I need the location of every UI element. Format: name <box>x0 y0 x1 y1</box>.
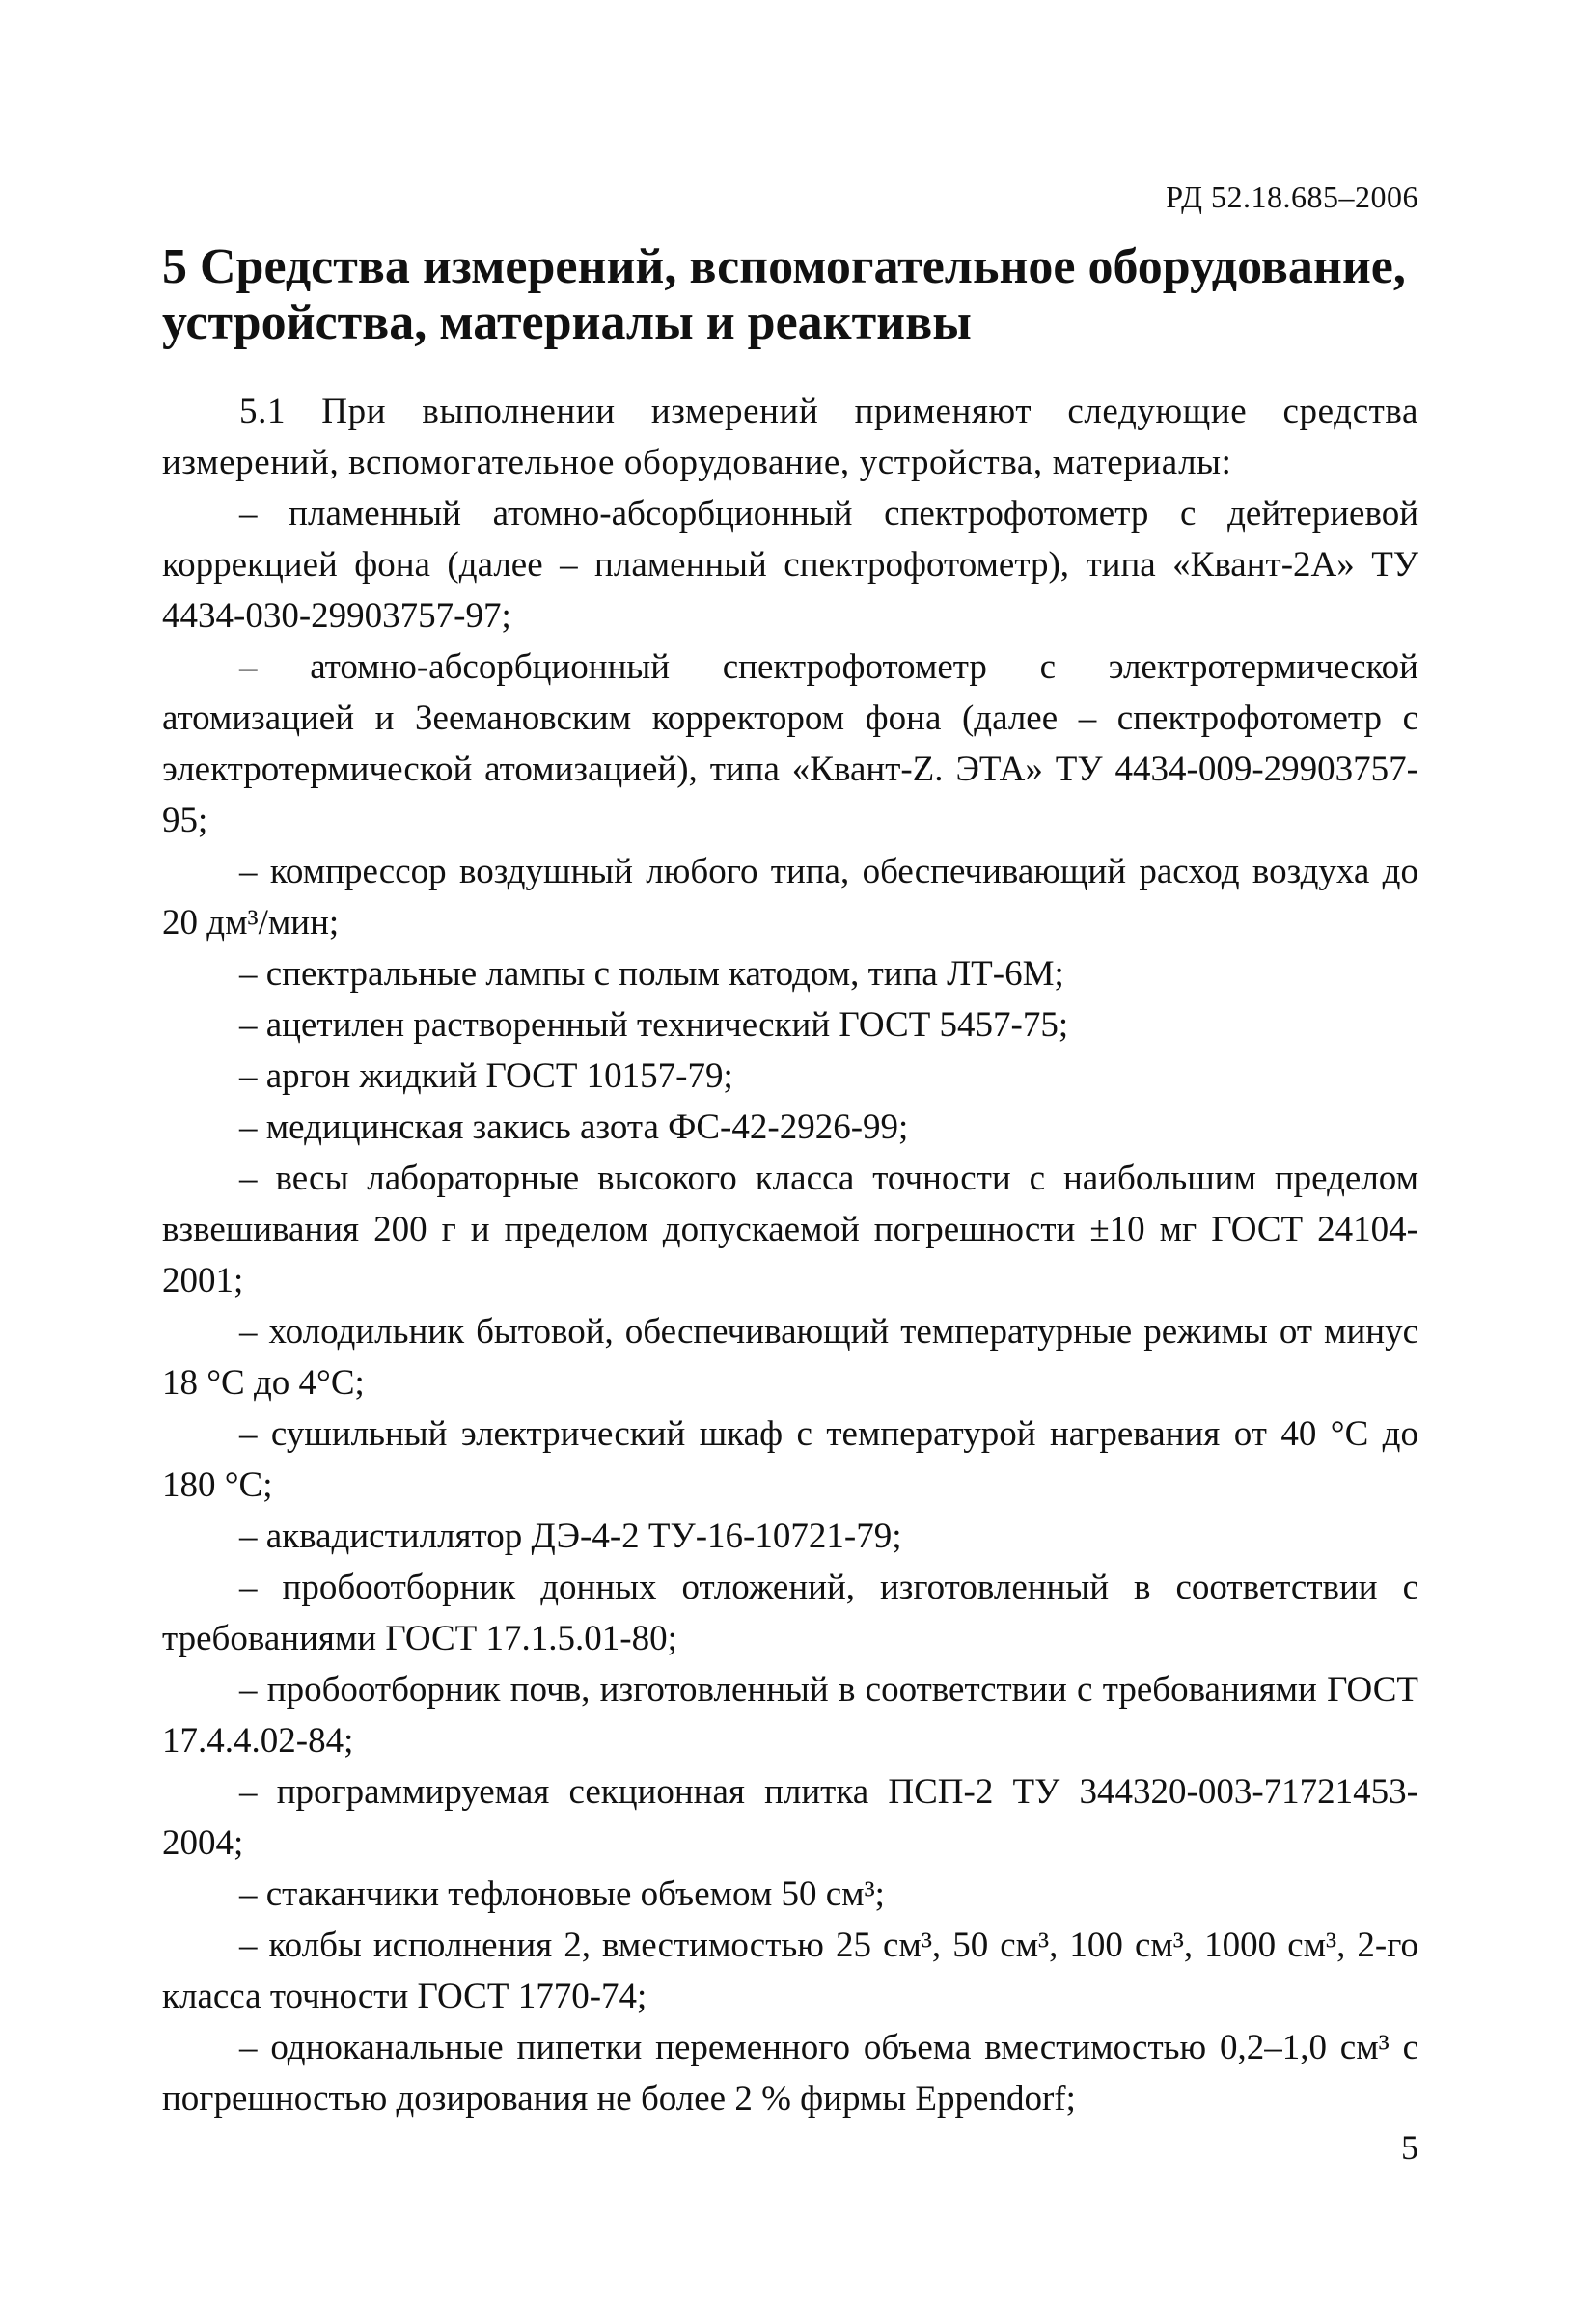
list-item: – холодильник бытовой, обеспечивающий температурные режимы от минус 18 °С до 4°С; <box>162 1312 1418 1403</box>
list-item: – программируемая секционная плитка ПСП-2 ТУ 344320-003-71721453-2004; <box>162 1772 1418 1863</box>
page-number: 5 <box>1401 2128 1418 2167</box>
list-item: – пламенный атомно-абсорбционный спектрофотометр с дейтериевой коррекцией фона (далее – пламенный спектрофотометр), типа «Квант-2А» ТУ 4434-030-29903757-97; <box>162 494 1418 636</box>
section-body <box>162 386 1418 2124</box>
list-item: – аквадистиллятор ДЭ-4-2 ТУ-16-10721-79; <box>239 1517 902 1556</box>
list-item: – весы лабораторные высокого класса точности с наибольшим пределом взвешивания 200 г и пределом допускаемой погрешности ±10 мг ГОСТ 24104-2001; <box>162 1159 1418 1300</box>
list-item: – пробоотборник почв, изготовленный в соответствии с требованиями ГОСТ 17.4.4.02-84; <box>162 1670 1418 1761</box>
list-item: – сушильный электрический шкаф с температурой нагревания от 40 °С до 180 °С; <box>162 1414 1418 1505</box>
list-item: – аргон жидкий ГОСТ 10157-79; <box>239 1056 733 1096</box>
list-item: – спектральные лампы с полым катодом, типа ЛТ-6М; <box>239 954 1064 994</box>
list-item: – стаканчики тефлоновые объемом 50 см³; <box>239 1874 885 1914</box>
document-id: РД 52.18.685–2006 <box>1166 179 1418 214</box>
section-title: 5 Средства измерений, вспомогательное оборудование, устройства, материалы и реактивы <box>162 239 1406 350</box>
list-item: – медицинская закись азота ФС-42-2926-99; <box>239 1107 909 1147</box>
list-item: – атомно-абсорбционный спектрофотометр с электротермической атомизацией и Зеемановским корректором фона (далее – спектрофотометр с электротермической атомизацией), типа «Квант-Z. ЭТА» ТУ 4434-009-29903757-95; <box>162 647 1418 840</box>
list-item: – пробоотборник донных отложений, изготовленный в соответствии с требованиями ГОСТ 17.1.5.01-80; <box>162 1568 1418 1658</box>
list-item: – колбы исполнения 2, вместимостью 25 см³, 50 см³, 100 см³, 1000 см³, 2-го класса точности ГОСТ 1770-74; <box>162 1926 1418 2016</box>
list-item: – одноканальные пипетки переменного объема вместимостью 0,2–1,0 см³ с погрешностью дозирования не более 2 % фирмы Eppendorf; <box>162 2028 1418 2119</box>
list-item: – ацетилен растворенный технический ГОСТ 5457-75; <box>239 1005 1069 1045</box>
intro-paragraph: 5.1 При выполнении измерений применяют следующие средства измерений, вспомогательное оборудование, устройства, материалы: <box>162 392 1418 482</box>
list-item: – компрессор воздушный любого типа, обеспечивающий расход воздуха до 20 дм³/мин; <box>162 852 1418 943</box>
